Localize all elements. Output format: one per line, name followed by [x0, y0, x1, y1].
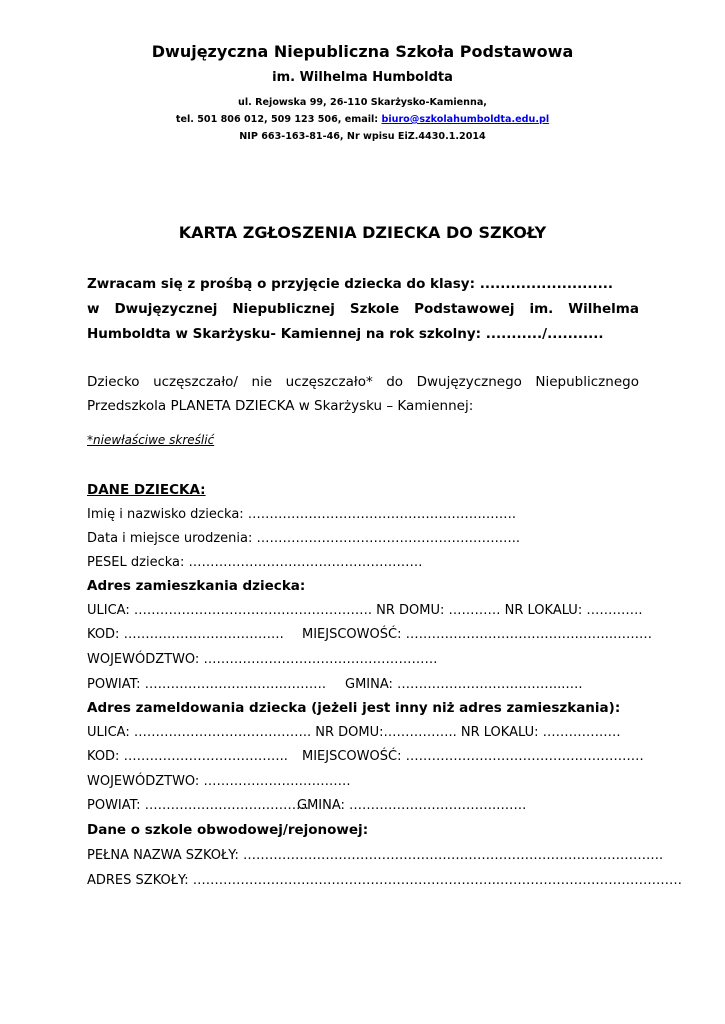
request-word: Niepublicznej [232, 301, 335, 317]
attendance-word: Niepublicznego [535, 374, 639, 390]
phone-text: tel. 501 806 012, 509 123 506, email: [175, 114, 382, 125]
attendance-word: uczęszczało/ [153, 374, 238, 390]
school-nip: NIP 663-163-81-46, Nr wpisu EiZ.4430.1.2014 [239, 131, 486, 142]
residence-commune-field[interactable]: GMINA: ………………………………...…. [345, 677, 583, 692]
attendance-word: nie [251, 374, 273, 390]
request-word: w [87, 301, 100, 317]
school-contact [0, 114, 725, 125]
registration-city-field[interactable]: MIEJSCOWOŚĆ: ………………………………….…………… [302, 749, 644, 764]
child-data-heading: DANE DZIECKA: [87, 482, 206, 498]
request-word: Szkole [349, 301, 400, 317]
attendance-line-1 [87, 374, 639, 390]
attendance-word: Dwujęzycznego [416, 374, 522, 390]
request-line-1: Zwracam się z prośbą o przyjęcie dziecka do klasy: .......................... [87, 276, 614, 292]
attendance-word: uczęszczało* [285, 374, 373, 390]
residence-postal-field[interactable]: KOD: ………………………………. [87, 627, 284, 642]
attendance-word: Dziecko [87, 374, 140, 390]
registration-street-field[interactable]: ULICA: ………………………………….. NR DOMU:…………….. NR LOKALU: ……………… [87, 725, 621, 740]
registration-postal-field[interactable]: KOD: ……………………………….. [87, 749, 288, 764]
child-pesel-field[interactable]: PESEL dziecka: ……………………………………………… [87, 555, 423, 570]
residence-province-field[interactable]: WOJEWÓDZTWO: ……………………………………………… [87, 652, 438, 667]
child-birth-field[interactable]: Data i miejsce urodzenia: ………………………………………….…….….. [87, 531, 521, 546]
email-link[interactable]: biuro@szkolahumboldta.edu.pl [381, 114, 550, 125]
school-address: ul. Rejowska 99, 26-110 Skarżysko-Kamienna, [238, 97, 487, 108]
footnote: *niewłaściwe skreślić [87, 433, 215, 447]
request-word: im. [529, 301, 554, 317]
request-word: Dwujęzycznej [114, 301, 218, 317]
request-line-3: Humboldta w Skarżysku- Kamiennej na rok szkolny: .........../........... [87, 326, 604, 342]
request-word: Wilhelma [568, 301, 639, 317]
district-school-name-field[interactable]: PEŁNA NAZWA SZKOŁY: ……………………………………………………………………………………. [87, 848, 664, 863]
school-patron: im. Wilhelma Humboldta [272, 70, 453, 85]
district-school-address-field[interactable]: ADRES SZKOŁY: ……………………………………………………………..…………………………………… [87, 873, 683, 888]
registration-county-field[interactable]: POWIAT: ……………………….………. [87, 798, 309, 813]
residence-heading: Adres zamieszkania dziecka: [87, 578, 306, 594]
child-name-field[interactable]: Imię i nazwisko dziecka: ……………………………………………….……. [87, 507, 517, 522]
school-name: Dwujęzyczna Niepubliczna Szkoła Podstawowa [151, 42, 574, 61]
residence-city-field[interactable]: MIEJSCOWOŚĆ: ………………………………….……..……… [302, 627, 652, 642]
attendance-line-2: Przedszkola PLANETA DZIECKA w Skarżysku – Kamiennej: [87, 398, 474, 414]
document-title: KARTA ZGŁOSZENIA DZIECKA DO SZKOŁY [178, 223, 547, 242]
registration-heading: Adres zameldowania dziecka (jeżeli jest inny niż adres zamieszkania): [87, 700, 621, 716]
registration-commune-field[interactable]: GMINA: …………………………….……. [297, 798, 527, 813]
attendance-word: do [386, 374, 404, 390]
residence-county-field[interactable]: POWIAT: …………………….…….………. [87, 677, 327, 692]
request-word: Podstawowej [414, 301, 515, 317]
residence-street-field[interactable]: ULICA: ………………………………………………. NR DOMU: ………… NR LOKALU: …………. [87, 603, 643, 618]
registration-province-field[interactable]: WOJEWÓDZTWO: ………………….………… [87, 774, 351, 789]
request-line-2 [87, 301, 639, 317]
district-school-heading: Dane o szkole obwodowej/rejonowej: [87, 822, 369, 838]
